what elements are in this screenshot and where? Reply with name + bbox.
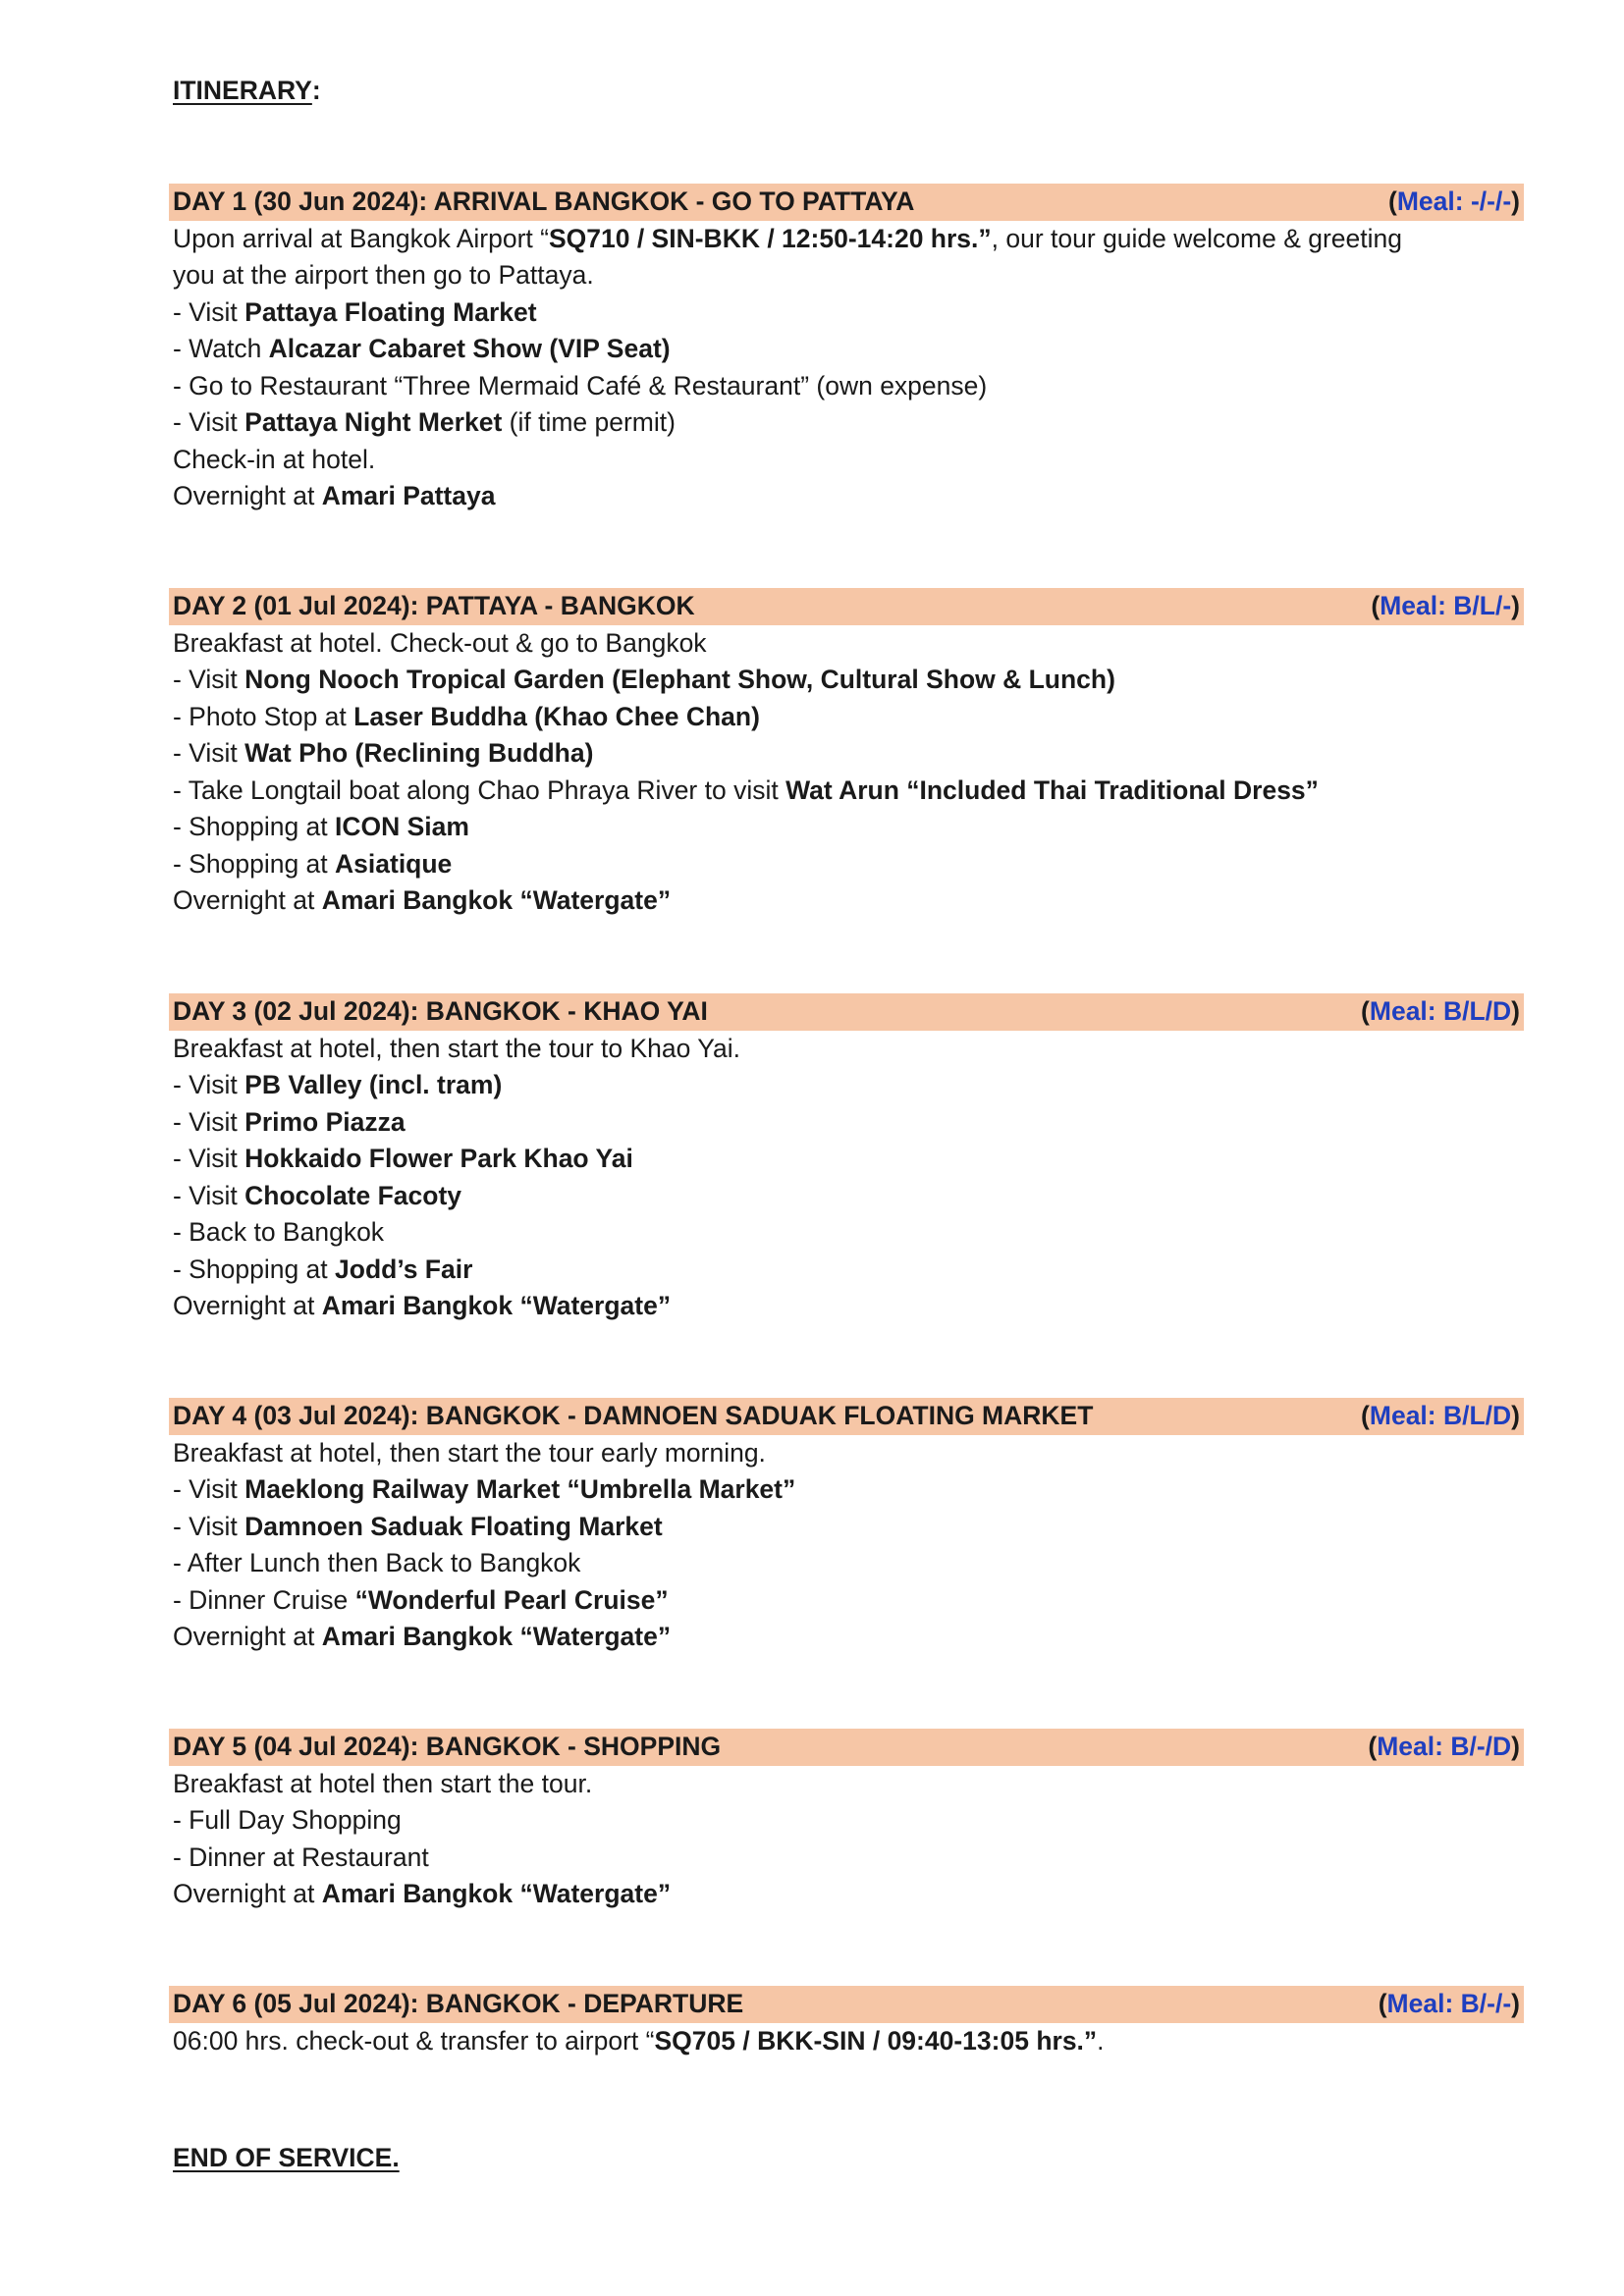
list-item: Breakfast at hotel then start the tour. (173, 1768, 593, 1798)
day-header (169, 588, 1524, 625)
list-item: - Visit Pattaya Night Merket (if time permit) (173, 407, 676, 437)
day-header (169, 184, 1524, 221)
page-title: ITINERARY: (173, 76, 321, 105)
list-item: - Visit PB Valley (incl. tram) (173, 1070, 503, 1099)
meal-info: (Meal: B/L/D) (1361, 1401, 1520, 1430)
day-6-section (173, 1986, 1524, 2059)
day-intro: Upon arrival at Bangkok Airport “SQ710 / SIN-BKK / 12:50-14:20 hrs.”, our tour guide welcome & greeting (173, 223, 1403, 253)
list-item: - Shopping at Jodd’s Fair (173, 1254, 473, 1284)
list-item: - Back to Bangkok (173, 1217, 385, 1247)
list-item: Overnight at Amari Bangkok “Watergate” (173, 1879, 672, 1908)
day-title: DAY 3 (02 Jul 2024): BANGKOK - KHAO YAI (173, 996, 708, 1026)
day-header (169, 1398, 1524, 1435)
day-title: DAY 5 (04 Jul 2024): BANGKOK - SHOPPING (173, 1732, 722, 1761)
meal-info: (Meal: B/L/-) (1371, 591, 1520, 620)
day-header (169, 993, 1524, 1031)
list-item: Check-in at hotel. (173, 444, 376, 474)
list-item: 06:00 hrs. check-out & transfer to airport “SQ705 / BKK-SIN / 09:40-13:05 hrs.”. (173, 2025, 1105, 2056)
list-item: - Visit Pattaya Floating Market (173, 296, 537, 327)
list-item: Overnight at Amari Pattaya (173, 481, 496, 510)
list-item: - Dinner at Restaurant (173, 1842, 429, 1872)
day-2-section (173, 588, 1524, 920)
list-item: Breakfast at hotel, then start the tour early morning. (173, 1437, 766, 1468)
list-item: - Visit Damnoen Saduak Floating Market (173, 1511, 663, 1541)
list-item: Overnight at Amari Bangkok “Watergate” (173, 1291, 672, 1320)
day-title: DAY 6 (05 Jul 2024): BANGKOK - DEPARTURE (173, 1989, 744, 2018)
list-item: - Shopping at Asiatique (173, 848, 453, 879)
list-item: - Dinner Cruise “Wonderful Pearl Cruise” (173, 1584, 669, 1615)
list-item: Overnight at Amari Bangkok “Watergate” (173, 1622, 672, 1651)
list-item: - Visit Wat Pho (Reclining Buddha) (173, 738, 594, 768)
list-item: Breakfast at hotel. Check-out & go to Bangkok (173, 627, 707, 658)
meal-info: (Meal: B/-/D) (1368, 1732, 1520, 1761)
meal-info: (Meal: B/-/-) (1378, 1989, 1520, 2018)
list-item: - Watch Alcazar Cabaret Show (VIP Seat) (173, 334, 671, 363)
day-title: DAY 4 (03 Jul 2024): BANGKOK - DAMNOEN SADUAK FLOATING MARKET (173, 1401, 1094, 1430)
list-item: - Visit Hokkaido Flower Park Khao Yai (173, 1144, 633, 1173)
day-header (169, 1986, 1524, 2023)
day-3-section (173, 993, 1524, 1325)
list-item: - Full Day Shopping (173, 1805, 402, 1835)
list-item: - Shopping at ICON Siam (173, 812, 469, 841)
list-item: - Visit Primo Piazza (173, 1106, 406, 1137)
meal-info: (Meal: -/-/-) (1388, 187, 1520, 216)
day-4-section (173, 1398, 1524, 1656)
list-item: - Take Longtail boat along Chao Phraya River to visit Wat Arun “Included Thai Traditional Dress” (173, 774, 1319, 805)
day-header (169, 1729, 1524, 1766)
day-1-section (173, 184, 1524, 515)
day-title: DAY 2 (01 Jul 2024): PATTAYA - BANGKOK (173, 591, 695, 620)
list-item: Overnight at Amari Bangkok “Watergate” (173, 885, 672, 915)
day-5-section (173, 1729, 1524, 1913)
meal-info: (Meal: B/L/D) (1361, 996, 1520, 1026)
day-title: DAY 1 (30 Jun 2024): ARRIVAL BANGKOK - GO TO PATTAYA (173, 187, 915, 216)
list-item: - Visit Chocolate Facoty (173, 1180, 462, 1210)
list-item: - Photo Stop at Laser Buddha (Khao Chee Chan) (173, 701, 760, 731)
list-item: - Go to Restaurant “Three Mermaid Café & Restaurant” (own expense) (173, 370, 988, 400)
end-of-service: END OF SERVICE. (173, 2143, 400, 2172)
list-item: - Visit Nong Nooch Tropical Garden (Elephant Show, Cultural Show & Lunch) (173, 665, 1115, 694)
list-item: - After Lunch then Back to Bangkok (173, 1548, 581, 1577)
list-item: - Visit Maeklong Railway Market “Umbrella Market” (173, 1474, 796, 1504)
day-intro-cont: you at the airport then go to Pattaya. (173, 260, 594, 290)
list-item: Breakfast at hotel, then start the tour to Khao Yai. (173, 1033, 740, 1063)
